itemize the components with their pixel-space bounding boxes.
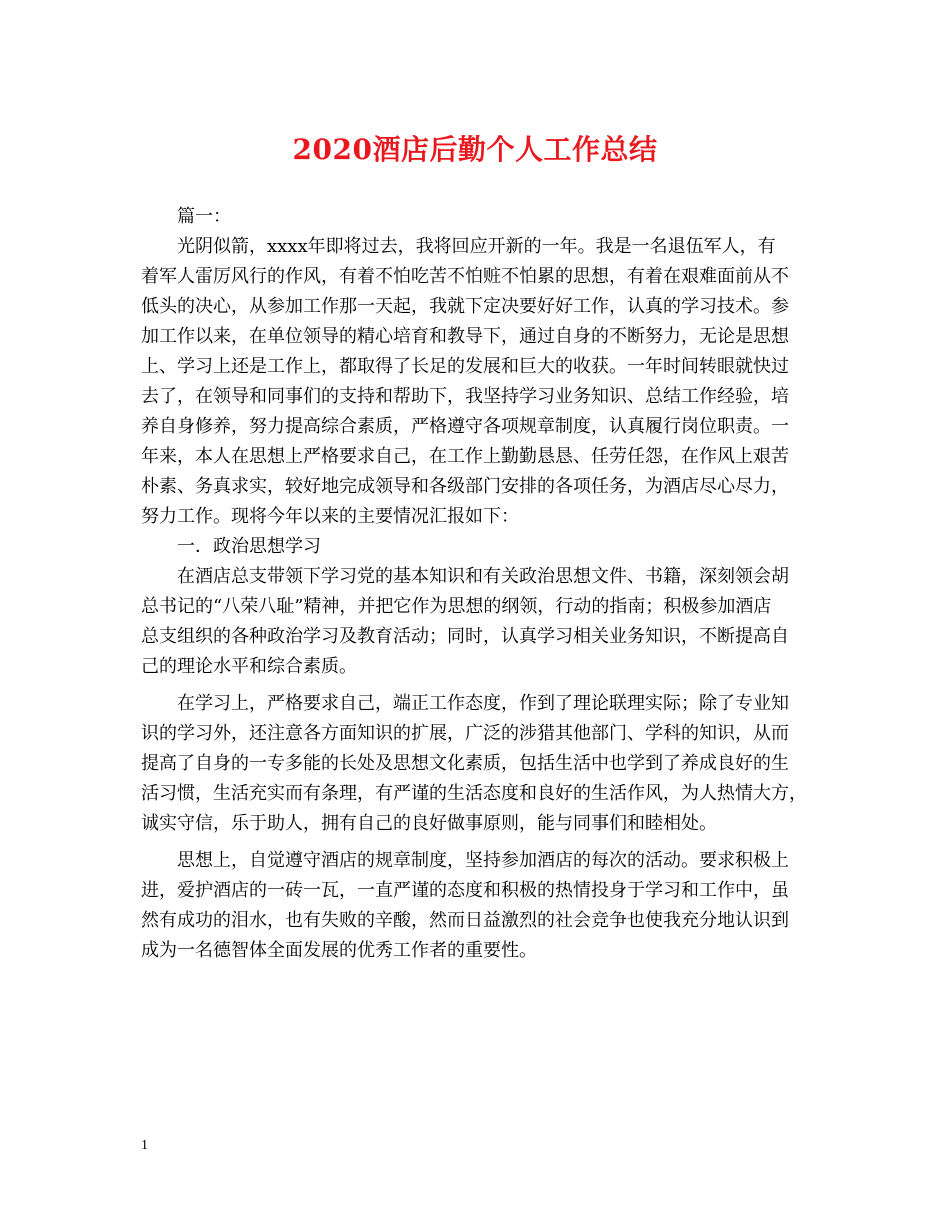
paragraph-line: 朴素、务真求实，较好地完成领导和各级部门安排的各项任务，为酒店尽心尽力，	[141, 476, 789, 497]
paragraph-line: 识的学习外，还注意各方面知识的扩展，广泛的涉猎其他部门、学科的知识，从而	[141, 723, 789, 744]
paragraph-line: 活习惯，生活充实而有条理，有严谨的生活态度和良好的生活作风，为人热情大方，	[141, 783, 807, 804]
paragraph-line: 养自身修养，努力提高综合素质，严格遵守各项规章制度，认真履行岗位职责。一	[141, 416, 789, 437]
paragraph-line: 光阴似箭，xxxx年即将过去，我将回应开新的一年。我是一名退伍军人，有	[177, 236, 776, 257]
paragraph-line: 上、学习上还是工作上，都取得了长足的发展和巨大的收获。一年时间转眼就快过	[141, 356, 789, 377]
paragraph-line: 在酒店总支带领下学习党的基本知识和有关政治思想文件、书籍，深刻领会胡	[177, 566, 789, 587]
paragraph-line: 总支组织的各种政治学习及教育活动；同时，认真学习相关业务知识，不断提高自	[141, 626, 789, 647]
paragraph-line: 年来，本人在思想上严格要求自己，在工作上勤勤恳恳、任劳任怨，在作风上艰苦	[141, 446, 789, 467]
paragraph-line: 诚实守信，乐于助人，拥有自己的良好做事原则，能与同事们和睦相处。	[141, 813, 717, 834]
section-heading: 篇一：	[177, 206, 231, 227]
paragraph-line: 己的理论水平和综合素质。	[141, 656, 357, 677]
paragraph-spacer	[141, 682, 821, 689]
section-heading: 一．政治思想学习	[177, 536, 321, 557]
paragraph-line: 提高了自身的一专多能的长处及思想文化素质，包括生活中也学到了养成良好的生	[141, 753, 789, 774]
paragraph-line: 然有成功的泪水，也有失败的辛酸，然而日益激烈的社会竞争也使我充分地认识到	[141, 910, 789, 931]
paragraph-line: 去了，在领导和同事们的支持和帮助下，我坚持学习业务知识、总结工作经验，培	[141, 386, 789, 407]
paragraph-spacer	[141, 839, 821, 846]
paragraph-line: 总书记的“八荣八耻”精神，并把它作为思想的纲领，行动的指南；积极参加酒店	[141, 596, 772, 617]
paragraph-line: 在学习上，严格要求自己，端正工作态度，作到了理论联理实际；除了专业知	[177, 693, 789, 714]
paragraph-line: 加工作以来，在单位领导的精心培育和教导下，通过自身的不断努力，无论是思想	[141, 326, 789, 347]
paragraph-line: 努力工作。现将今年以来的主要情况汇报如下：	[141, 506, 519, 527]
paragraph-line: 低头的决心，从参加工作那一天起，我就下定决要好好工作，认真的学习技术。参	[141, 296, 789, 317]
paragraph-line: 着军人雷厉风行的作风，有着不怕吃苦不怕赃不怕累的思想，有着在艰难面前从不	[141, 266, 789, 287]
document-body	[141, 202, 821, 966]
paragraph-line: 成为一名德智体全面发展的优秀工作者的重要性。	[141, 940, 537, 961]
document-title: 2020酒店后勤个人工作总结	[292, 133, 658, 166]
paragraph-line: 进，爱护酒店的一砖一瓦，一直严谨的态度和积极的热情投身于学习和工作中，虽	[141, 880, 789, 901]
page-number: 1	[141, 1138, 148, 1153]
paragraph-line: 思想上，自觉遵守酒店的规章制度，坚持参加酒店的每次的活动。要求积极上	[177, 850, 789, 871]
